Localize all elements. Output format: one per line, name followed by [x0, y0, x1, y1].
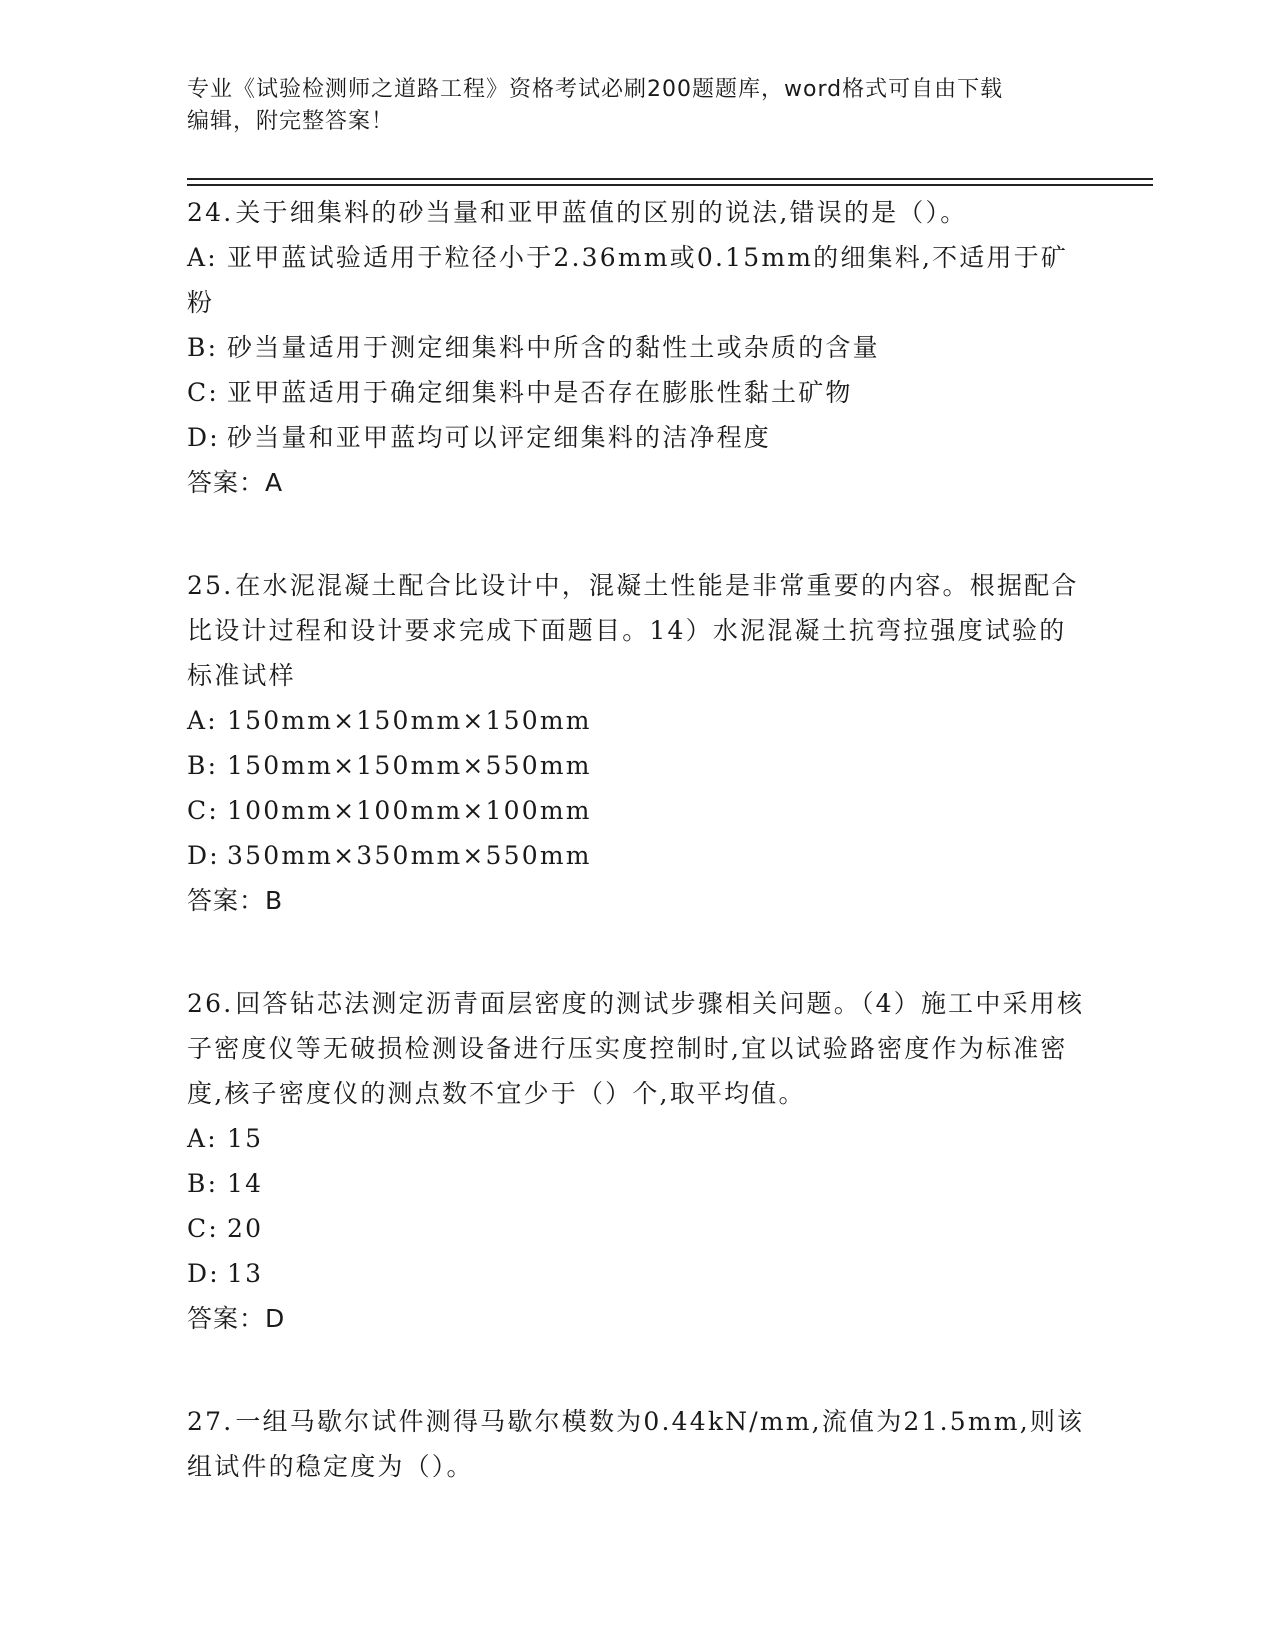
question-item: [187, 563, 1087, 923]
option-letter: B:: [187, 333, 219, 362]
option-letter: A:: [187, 1124, 218, 1153]
header-divider-top: [187, 178, 1153, 180]
answer-option: [187, 235, 1087, 325]
answer-line: [187, 1296, 1087, 1341]
answer-line: [187, 878, 1087, 923]
answer-label: 答案：: [187, 468, 266, 497]
option-letter: C:: [187, 1214, 219, 1243]
option-text: 100mm×100mm×100mm: [227, 796, 592, 825]
answer-option: [187, 325, 1087, 370]
option-letter: C:: [187, 378, 219, 407]
question-number: 26.: [187, 989, 234, 1018]
option-letter: A:: [187, 706, 218, 735]
answer-option: [187, 698, 1087, 743]
option-text: 砂当量和亚甲蓝均可以评定细集料的洁净程度: [227, 423, 772, 452]
option-letter: D:: [187, 423, 220, 452]
question-list: [187, 190, 1087, 1547]
option-text: 20: [227, 1214, 264, 1243]
question-text: [187, 981, 1087, 1116]
header-line-1: 专业《试验检测师之道路工程》资格考试必刷200题题库，word格式可自由下载: [187, 77, 1004, 102]
option-text: 15: [227, 1124, 264, 1153]
option-text: 150mm×150mm×550mm: [227, 751, 592, 780]
option-text: 14: [227, 1169, 264, 1198]
question-stem: 回答钻芯法测定沥青面层密度的测试步骤相关问题。（4）施工中采用核子密度仪等无破损检测设备进行压实度控制时,宜以试验路密度作为标准密度,核子密度仪的测点数不宜少于（）个,取平均值。: [187, 989, 1085, 1108]
option-letter: B:: [187, 751, 219, 780]
answer-option: [187, 833, 1087, 878]
question-item: [187, 1399, 1087, 1489]
question-number: 27.: [187, 1407, 234, 1436]
question-item: [187, 981, 1087, 1341]
answer-label: 答案：: [187, 886, 266, 915]
option-letter: A:: [187, 243, 218, 272]
question-number: 24.: [187, 198, 234, 227]
option-text: 350mm×350mm×550mm: [227, 841, 592, 870]
option-letter: D:: [187, 1259, 220, 1288]
document-header: [187, 74, 1067, 138]
answer-option: [187, 415, 1087, 460]
answer-option: [187, 1206, 1087, 1251]
option-text: 亚甲蓝试验适用于粒径小于2.36mm或0.15mm的细集料,不适用于矿粉: [187, 243, 1069, 317]
header-line-2: 编辑，附完整答案！: [187, 109, 395, 134]
answer-value: A: [265, 468, 284, 497]
answer-option: [187, 743, 1087, 788]
option-letter: B:: [187, 1169, 219, 1198]
option-letter: C:: [187, 796, 219, 825]
option-text: 砂当量适用于测定细集料中所含的黏性土或杂质的含量: [227, 333, 880, 362]
answer-value: D: [265, 1304, 286, 1333]
answer-option: [187, 1251, 1087, 1296]
option-text: 150mm×150mm×150mm: [227, 706, 592, 735]
header-divider-bottom: [187, 184, 1153, 186]
option-letter: D:: [187, 841, 220, 870]
question-stem: 在水泥混凝土配合比设计中，混凝土性能是非常重要的内容。根据配合比设计过程和设计要求完成下面题目。14）水泥混凝土抗弯拉强度试验的标准试样: [187, 571, 1079, 690]
answer-value: B: [265, 886, 284, 915]
question-item: [187, 190, 1087, 505]
question-stem: 一组马歇尔试件测得马歇尔模数为0.44kN/mm,流值为21.5mm,则该组试件的稳定度为（）。: [187, 1407, 1085, 1481]
question-number: 25.: [187, 571, 234, 600]
answer-label: 答案：: [187, 1304, 266, 1333]
answer-option: [187, 370, 1087, 415]
question-text: [187, 563, 1087, 698]
answer-line: [187, 460, 1087, 505]
question-text: [187, 1399, 1087, 1489]
question-stem: 关于细集料的砂当量和亚甲蓝值的区别的说法,错误的是（）。: [235, 198, 968, 227]
answer-option: [187, 1116, 1087, 1161]
option-text: 亚甲蓝适用于确定细集料中是否存在膨胀性黏土矿物: [227, 378, 853, 407]
answer-option: [187, 1161, 1087, 1206]
question-text: [187, 190, 1087, 235]
answer-option: [187, 788, 1087, 833]
option-text: 13: [227, 1259, 264, 1288]
